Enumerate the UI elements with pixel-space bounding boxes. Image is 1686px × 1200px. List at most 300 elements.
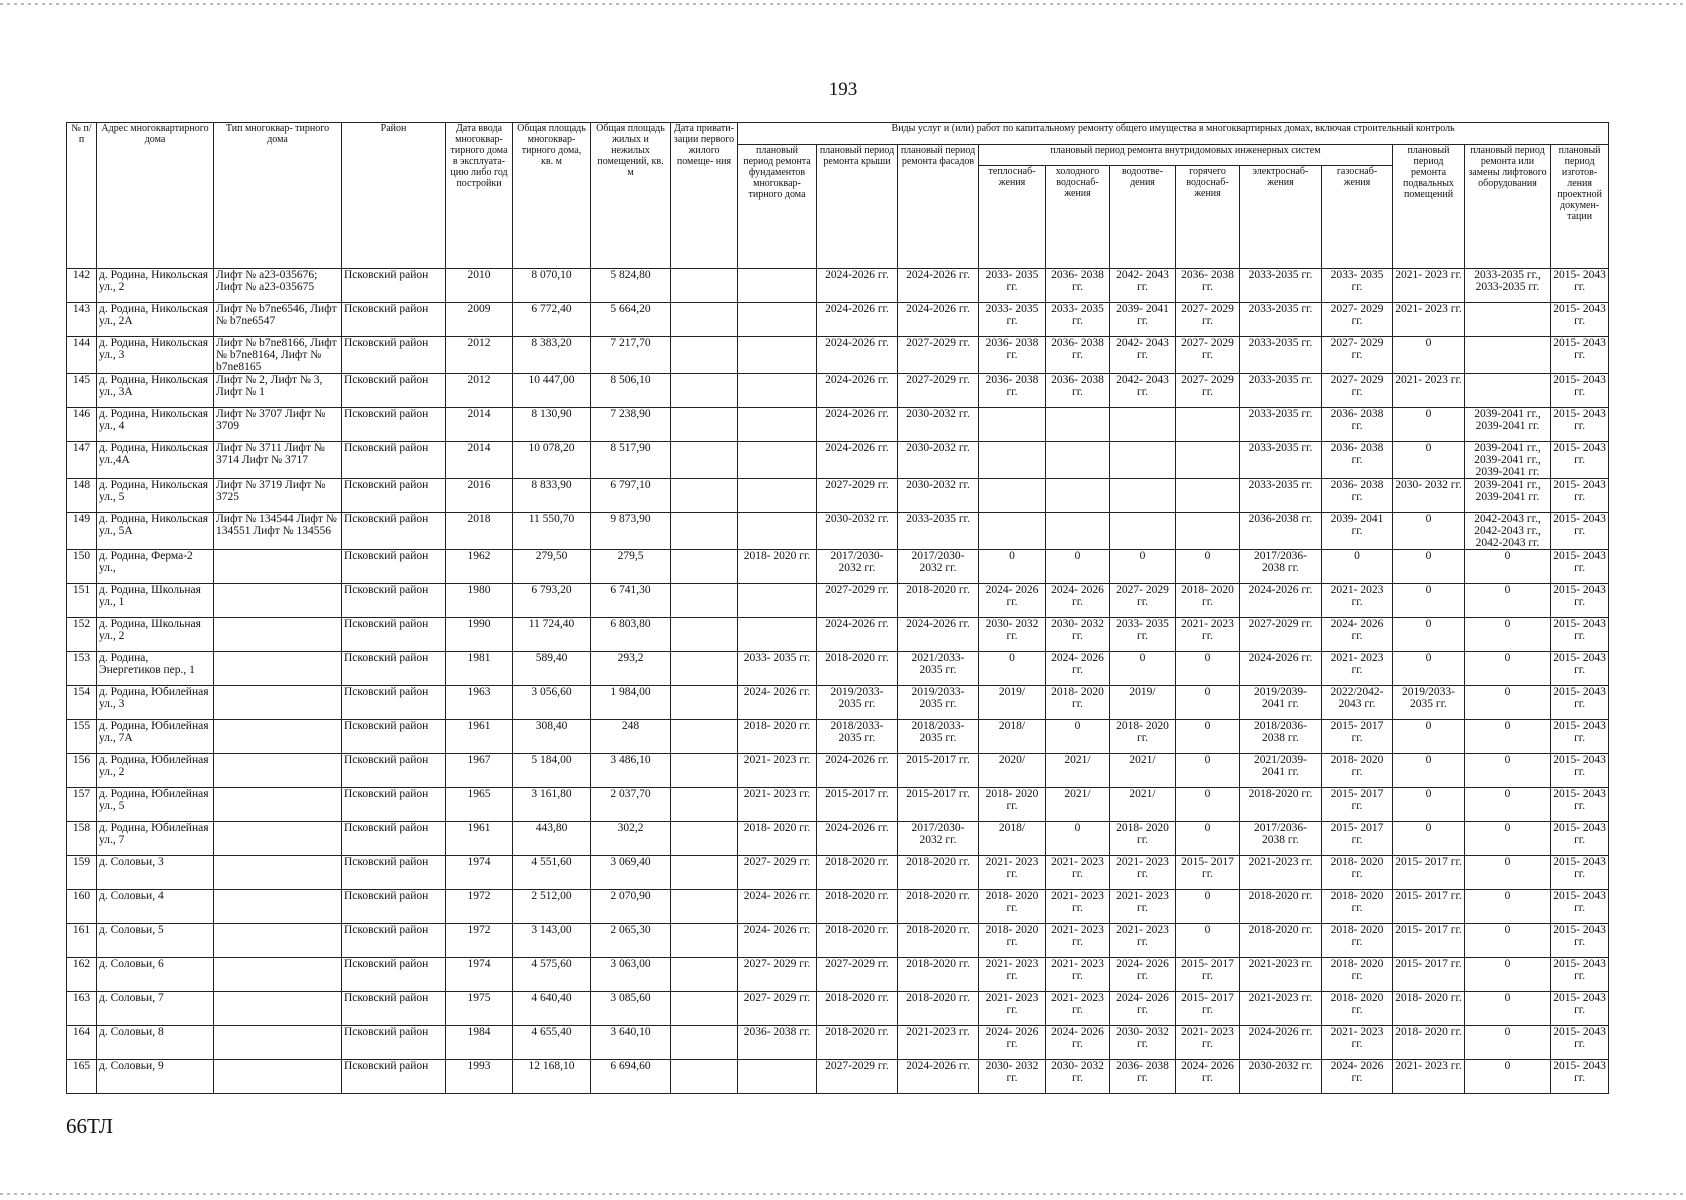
total-area-cell: 4 575,60 xyxy=(513,958,591,992)
heat-cell: 2020/ xyxy=(979,754,1046,788)
privatization-cell xyxy=(671,1060,738,1094)
electric-cell: 2024-2026 гг. xyxy=(1240,584,1322,618)
hot-water-cell: 0 xyxy=(1176,890,1240,924)
cold-water-cell: 2036- 2038 гг. xyxy=(1046,269,1110,303)
hot-water-cell: 2024- 2026 гг. xyxy=(1176,1060,1240,1094)
elevator-cell: 2039-2041 гг., 2039-2041 гг., 2039-2041 гг. xyxy=(1465,442,1551,479)
table-row xyxy=(67,788,1609,822)
row-number: 151 xyxy=(67,584,97,618)
row-number: 156 xyxy=(67,754,97,788)
table-row xyxy=(67,686,1609,720)
living-area-cell: 3 085,60 xyxy=(591,992,671,1026)
year-cell: 1980 xyxy=(446,584,513,618)
facade-cell: 2018/2033- 2035 гг. xyxy=(898,720,979,754)
col-year-header: Дата ввода многоквар- тирного дома в эксплуата- цию либо год постройки xyxy=(446,123,513,269)
roof-cell: 2018-2020 гг. xyxy=(817,924,898,958)
table-body xyxy=(67,269,1609,1094)
elevator-cell: 0 xyxy=(1465,890,1551,924)
drainage-cell: 2042- 2043 гг. xyxy=(1110,374,1176,408)
district-cell: Псковский район xyxy=(342,269,446,303)
address-cell: д. Родина, Никольская ул., 4 xyxy=(97,408,214,442)
privatization-cell xyxy=(671,479,738,513)
basement-cell: 0 xyxy=(1393,584,1465,618)
total-area-cell: 589,40 xyxy=(513,652,591,686)
gas-cell: 2027- 2029 гг. xyxy=(1322,374,1393,408)
page-number: 193 xyxy=(828,79,858,100)
heat-cell: 2018- 2020 гг. xyxy=(979,924,1046,958)
table-row xyxy=(67,374,1609,408)
type-cell: Лифт № 134544 Лифт № 134551 Лифт № 134556 xyxy=(214,513,342,550)
year-cell: 2018 xyxy=(446,513,513,550)
electric-cell: 2024-2026 гг. xyxy=(1240,652,1322,686)
col-roof-header: плановый период ремонта крыши xyxy=(817,145,898,269)
heat-cell xyxy=(979,513,1046,550)
elevator-cell: 0 xyxy=(1465,1026,1551,1060)
roof-cell: 2030-2032 гг. xyxy=(817,513,898,550)
type-cell xyxy=(214,1060,342,1094)
scan-artifact-bottom xyxy=(0,1193,1686,1195)
total-area-cell: 8 130,90 xyxy=(513,408,591,442)
cold-water-cell xyxy=(1046,408,1110,442)
foundation-cell: 2024- 2026 гг. xyxy=(738,924,817,958)
roof-cell: 2019/2033- 2035 гг. xyxy=(817,686,898,720)
hot-water-cell: 0 xyxy=(1176,924,1240,958)
design-cell: 2015- 2043 гг. xyxy=(1551,788,1609,822)
foundation-cell: 2027- 2029 гг. xyxy=(738,992,817,1026)
col-drainage-header: водоотве- дения xyxy=(1110,166,1176,269)
living-area-cell: 2 065,30 xyxy=(591,924,671,958)
row-number: 145 xyxy=(67,374,97,408)
privatization-cell xyxy=(671,550,738,584)
col-elevator-header: плановый период ремонта или замены лифтового оборудования xyxy=(1465,145,1551,269)
year-cell: 1962 xyxy=(446,550,513,584)
col-privatization-header: Дата привати- зации первого жилого помеще- ния xyxy=(671,123,738,269)
heat-cell: 2021- 2023 гг. xyxy=(979,856,1046,890)
privatization-cell xyxy=(671,686,738,720)
privatization-cell xyxy=(671,992,738,1026)
year-cell: 1972 xyxy=(446,924,513,958)
heat-cell: 2018- 2020 гг. xyxy=(979,890,1046,924)
living-area-cell: 6 694,60 xyxy=(591,1060,671,1094)
col-design-header: плановый период изготов- ления проектной докумен- тации xyxy=(1551,145,1609,269)
cold-water-cell xyxy=(1046,442,1110,479)
cold-water-cell: 2021/ xyxy=(1046,754,1110,788)
facade-cell: 2018-2020 гг. xyxy=(898,958,979,992)
cold-water-cell xyxy=(1046,513,1110,550)
type-cell xyxy=(214,584,342,618)
year-cell: 1963 xyxy=(446,686,513,720)
basement-cell: 0 xyxy=(1393,754,1465,788)
heat-cell xyxy=(979,408,1046,442)
foundation-cell: 2024- 2026 гг. xyxy=(738,686,817,720)
heat-cell: 2018/ xyxy=(979,822,1046,856)
facade-cell: 2015-2017 гг. xyxy=(898,788,979,822)
basement-cell: 0 xyxy=(1393,408,1465,442)
year-cell: 1974 xyxy=(446,856,513,890)
district-cell: Псковский район xyxy=(342,337,446,374)
type-cell xyxy=(214,618,342,652)
cold-water-cell: 2024- 2026 гг. xyxy=(1046,652,1110,686)
heat-cell: 2024- 2026 гг. xyxy=(979,1026,1046,1060)
table-row xyxy=(67,408,1609,442)
roof-cell: 2027-2029 гг. xyxy=(817,479,898,513)
drainage-cell: 2019/ xyxy=(1110,686,1176,720)
basement-cell: 2021- 2023 гг. xyxy=(1393,1060,1465,1094)
col-heat-header: теплоснаб- жения xyxy=(979,166,1046,269)
facade-cell: 2024-2026 гг. xyxy=(898,269,979,303)
district-cell: Псковский район xyxy=(342,788,446,822)
type-cell xyxy=(214,958,342,992)
type-cell xyxy=(214,992,342,1026)
electric-cell: 2018-2020 гг. xyxy=(1240,788,1322,822)
cold-water-cell: 2021- 2023 гг. xyxy=(1046,924,1110,958)
row-number: 160 xyxy=(67,890,97,924)
year-cell: 2014 xyxy=(446,442,513,479)
row-number: 157 xyxy=(67,788,97,822)
type-cell xyxy=(214,754,342,788)
total-area-cell: 8 833,90 xyxy=(513,479,591,513)
hot-water-cell: 2015- 2017 гг. xyxy=(1176,958,1240,992)
drainage-cell xyxy=(1110,442,1176,479)
gas-cell: 2039- 2041 гг. xyxy=(1322,513,1393,550)
cold-water-cell: 2024- 2026 гг. xyxy=(1046,1026,1110,1060)
table-row xyxy=(67,269,1609,303)
cold-water-cell: 2036- 2038 гг. xyxy=(1046,337,1110,374)
gas-cell: 2024- 2026 гг. xyxy=(1322,1060,1393,1094)
basement-cell: 0 xyxy=(1393,513,1465,550)
hot-water-cell: 0 xyxy=(1176,754,1240,788)
district-cell: Псковский район xyxy=(342,822,446,856)
table-header xyxy=(67,123,1609,269)
electric-cell: 2033-2035 гг. xyxy=(1240,303,1322,337)
heat-cell: 2018/ xyxy=(979,720,1046,754)
total-area-cell: 11 724,40 xyxy=(513,618,591,652)
total-area-cell: 6 772,40 xyxy=(513,303,591,337)
type-cell: Лифт № 3707 Лифт № 3709 xyxy=(214,408,342,442)
cold-water-cell: 0 xyxy=(1046,720,1110,754)
gas-cell: 2033- 2035 гг. xyxy=(1322,269,1393,303)
district-cell: Псковский район xyxy=(342,992,446,1026)
table-row xyxy=(67,856,1609,890)
row-number: 147 xyxy=(67,442,97,479)
table-row xyxy=(67,1026,1609,1060)
design-cell: 2015- 2043 гг. xyxy=(1551,890,1609,924)
hot-water-cell xyxy=(1176,408,1240,442)
living-area-cell: 3 486,10 xyxy=(591,754,671,788)
gas-cell: 2027- 2029 гг. xyxy=(1322,337,1393,374)
col-hot-water-header: горячего водоснаб- жения xyxy=(1176,166,1240,269)
address-cell: д. Родина, Школьная ул., 2 xyxy=(97,618,214,652)
elevator-cell: 0 xyxy=(1465,720,1551,754)
table-row xyxy=(67,720,1609,754)
design-cell: 2015- 2043 гг. xyxy=(1551,1060,1609,1094)
elevator-cell xyxy=(1465,303,1551,337)
type-cell: Лифт № а23-035676; Лифт № а23-035675 xyxy=(214,269,342,303)
elevator-cell: 0 xyxy=(1465,856,1551,890)
address-cell: д. Родина, Энергетиков пер., 1 xyxy=(97,652,214,686)
total-area-cell: 4 640,40 xyxy=(513,992,591,1026)
type-cell xyxy=(214,652,342,686)
drainage-cell: 0 xyxy=(1110,652,1176,686)
facade-cell: 2024-2026 гг. xyxy=(898,303,979,337)
electric-cell: 2027-2029 гг. xyxy=(1240,618,1322,652)
type-cell xyxy=(214,686,342,720)
electric-cell: 2017/2036- 2038 гг. xyxy=(1240,822,1322,856)
roof-cell: 2024-2026 гг. xyxy=(817,374,898,408)
electric-cell: 2024-2026 гг. xyxy=(1240,1026,1322,1060)
cold-water-cell: 2021- 2023 гг. xyxy=(1046,958,1110,992)
heat-cell: 0 xyxy=(979,550,1046,584)
year-cell: 1972 xyxy=(446,890,513,924)
total-area-cell: 4 551,60 xyxy=(513,856,591,890)
total-area-cell: 6 793,20 xyxy=(513,584,591,618)
row-number: 144 xyxy=(67,337,97,374)
design-cell: 2015- 2043 гг. xyxy=(1551,652,1609,686)
elevator-cell: 0 xyxy=(1465,822,1551,856)
drainage-cell: 2042- 2043 гг. xyxy=(1110,269,1176,303)
electric-cell: 2021-2023 гг. xyxy=(1240,856,1322,890)
total-area-cell: 3 143,00 xyxy=(513,924,591,958)
table-row xyxy=(67,513,1609,550)
address-cell: д. Родина, Никольская ул., 3А xyxy=(97,374,214,408)
design-cell: 2015- 2043 гг. xyxy=(1551,754,1609,788)
foundation-cell: 2018- 2020 гг. xyxy=(738,550,817,584)
gas-cell: 0 xyxy=(1322,550,1393,584)
drainage-cell: 2021- 2023 гг. xyxy=(1110,924,1176,958)
elevator-cell: 2039-2041 гг., 2039-2041 гг. xyxy=(1465,479,1551,513)
living-area-cell: 9 873,90 xyxy=(591,513,671,550)
hot-water-cell: 0 xyxy=(1176,720,1240,754)
design-cell: 2015- 2043 гг. xyxy=(1551,269,1609,303)
foundation-cell xyxy=(738,303,817,337)
district-cell: Псковский район xyxy=(342,479,446,513)
drainage-cell xyxy=(1110,479,1176,513)
basement-cell: 0 xyxy=(1393,550,1465,584)
type-cell xyxy=(214,550,342,584)
foundation-cell xyxy=(738,584,817,618)
basement-cell: 2030- 2032 гг. xyxy=(1393,479,1465,513)
drainage-cell: 0 xyxy=(1110,550,1176,584)
gas-cell: 2018- 2020 гг. xyxy=(1322,924,1393,958)
electric-cell: 2021-2023 гг. xyxy=(1240,992,1322,1026)
district-cell: Псковский район xyxy=(342,550,446,584)
district-cell: Псковский район xyxy=(342,442,446,479)
electric-cell: 2021/2039- 2041 гг. xyxy=(1240,754,1322,788)
heat-cell xyxy=(979,442,1046,479)
basement-cell: 0 xyxy=(1393,442,1465,479)
roof-cell: 2024-2026 гг. xyxy=(817,822,898,856)
hot-water-cell: 2027- 2029 гг. xyxy=(1176,303,1240,337)
table-row xyxy=(67,890,1609,924)
privatization-cell xyxy=(671,618,738,652)
design-cell: 2015- 2043 гг. xyxy=(1551,924,1609,958)
table-row xyxy=(67,337,1609,374)
hot-water-cell: 0 xyxy=(1176,550,1240,584)
type-cell xyxy=(214,822,342,856)
heat-cell: 2021- 2023 гг. xyxy=(979,958,1046,992)
basement-cell: 2015- 2017 гг. xyxy=(1393,890,1465,924)
district-cell: Псковский район xyxy=(342,303,446,337)
hot-water-cell: 2018- 2020 гг. xyxy=(1176,584,1240,618)
living-area-cell: 8 506,10 xyxy=(591,374,671,408)
hot-water-cell: 2015- 2017 гг. xyxy=(1176,856,1240,890)
heat-cell: 2033- 2035 гг. xyxy=(979,303,1046,337)
elevator-cell: 0 xyxy=(1465,618,1551,652)
table-row xyxy=(67,479,1609,513)
type-cell: Лифт № b7ne8166, Лифт № b7ne8164, Лифт № b7ne8165 xyxy=(214,337,342,374)
privatization-cell xyxy=(671,303,738,337)
privatization-cell xyxy=(671,584,738,618)
basement-cell: 2018- 2020 гг. xyxy=(1393,1026,1465,1060)
year-cell: 1993 xyxy=(446,1060,513,1094)
living-area-cell: 5 664,20 xyxy=(591,303,671,337)
total-area-cell: 10 078,20 xyxy=(513,442,591,479)
address-cell: д. Соловьи, 9 xyxy=(97,1060,214,1094)
hot-water-cell: 0 xyxy=(1176,788,1240,822)
facade-cell: 2018-2020 гг. xyxy=(898,924,979,958)
basement-cell: 2015- 2017 гг. xyxy=(1393,856,1465,890)
heat-cell xyxy=(979,479,1046,513)
year-cell: 1967 xyxy=(446,754,513,788)
basement-cell: 0 xyxy=(1393,652,1465,686)
privatization-cell xyxy=(671,958,738,992)
foundation-cell xyxy=(738,408,817,442)
total-area-cell: 10 447,00 xyxy=(513,374,591,408)
facade-cell: 2015-2017 гг. xyxy=(898,754,979,788)
living-area-cell: 8 517,90 xyxy=(591,442,671,479)
year-cell: 1984 xyxy=(446,1026,513,1060)
electric-cell: 2033-2035 гг. xyxy=(1240,337,1322,374)
foundation-cell: 2033- 2035 гг. xyxy=(738,652,817,686)
year-cell: 2010 xyxy=(446,269,513,303)
gas-cell: 2018- 2020 гг. xyxy=(1322,992,1393,1026)
table-row xyxy=(67,754,1609,788)
gas-cell: 2018- 2020 гг. xyxy=(1322,856,1393,890)
elevator-cell: 2042-2043 гг., 2042-2043 гг., 2042-2043 гг. xyxy=(1465,513,1551,550)
design-cell: 2015- 2043 гг. xyxy=(1551,408,1609,442)
year-cell: 1990 xyxy=(446,618,513,652)
basement-cell: 2021- 2023 гг. xyxy=(1393,303,1465,337)
district-cell: Псковский район xyxy=(342,584,446,618)
row-number: 150 xyxy=(67,550,97,584)
gas-cell: 2015- 2017 гг. xyxy=(1322,788,1393,822)
col-basement-header: плановый период ремонта подвальных помещений xyxy=(1393,145,1465,269)
living-area-cell: 6 797,10 xyxy=(591,479,671,513)
footer-mark: 66ТЛ xyxy=(66,1114,114,1138)
cold-water-cell: 2024- 2026 гг. xyxy=(1046,584,1110,618)
privatization-cell xyxy=(671,788,738,822)
roof-cell: 2017/2030- 2032 гг. xyxy=(817,550,898,584)
gas-cell: 2022/2042- 2043 гг. xyxy=(1322,686,1393,720)
roof-cell: 2027-2029 гг. xyxy=(817,958,898,992)
roof-cell: 2024-2026 гг. xyxy=(817,618,898,652)
electric-cell: 2021-2023 гг. xyxy=(1240,958,1322,992)
type-cell xyxy=(214,720,342,754)
gas-cell: 2015- 2017 гг. xyxy=(1322,720,1393,754)
type-cell: Лифт № 3719 Лифт № 3725 xyxy=(214,479,342,513)
facade-cell: 2030-2032 гг. xyxy=(898,479,979,513)
facade-cell: 2018-2020 гг. xyxy=(898,992,979,1026)
facade-cell: 2017/2030- 2032 гг. xyxy=(898,550,979,584)
facade-cell: 2030-2032 гг. xyxy=(898,442,979,479)
electric-cell: 2019/2039- 2041 гг. xyxy=(1240,686,1322,720)
privatization-cell xyxy=(671,652,738,686)
table-row xyxy=(67,822,1609,856)
heat-cell: 2018- 2020 гг. xyxy=(979,788,1046,822)
address-cell: д. Родина, Никольская ул., 2А xyxy=(97,303,214,337)
total-area-cell: 443,80 xyxy=(513,822,591,856)
total-area-cell: 5 184,00 xyxy=(513,754,591,788)
roof-cell: 2015-2017 гг. xyxy=(817,788,898,822)
privatization-cell xyxy=(671,337,738,374)
address-cell: д. Соловьи, 7 xyxy=(97,992,214,1026)
address-cell: д. Родина, Ферма-2 ул., xyxy=(97,550,214,584)
total-area-cell: 279,50 xyxy=(513,550,591,584)
living-area-cell: 6 803,80 xyxy=(591,618,671,652)
col-foundation-header: плановый период ремонта фундаментов многоквар- тирного дома xyxy=(738,145,817,269)
address-cell: д. Соловьи, 5 xyxy=(97,924,214,958)
district-cell: Псковский район xyxy=(342,652,446,686)
address-cell: д. Родина, Юбилейная ул., 5 xyxy=(97,788,214,822)
district-cell: Псковский район xyxy=(342,856,446,890)
roof-cell: 2018-2020 гг. xyxy=(817,992,898,1026)
cold-water-cell: 2018- 2020 гг. xyxy=(1046,686,1110,720)
privatization-cell xyxy=(671,269,738,303)
address-cell: д. Родина, Никольская ул., 5 xyxy=(97,479,214,513)
table-row xyxy=(67,1060,1609,1094)
address-cell: д. Родина, Никольская ул.,4А xyxy=(97,442,214,479)
foundation-cell xyxy=(738,479,817,513)
basement-cell: 0 xyxy=(1393,720,1465,754)
electric-cell: 2036-2038 гг. xyxy=(1240,513,1322,550)
privatization-cell xyxy=(671,374,738,408)
total-area-cell: 8 383,20 xyxy=(513,337,591,374)
electric-cell: 2018-2020 гг. xyxy=(1240,924,1322,958)
living-area-cell: 3 069,40 xyxy=(591,856,671,890)
row-number: 159 xyxy=(67,856,97,890)
gas-cell: 2018- 2020 гг. xyxy=(1322,890,1393,924)
design-cell: 2015- 2043 гг. xyxy=(1551,513,1609,550)
gas-cell: 2021- 2023 гг. xyxy=(1322,1026,1393,1060)
privatization-cell xyxy=(671,1026,738,1060)
living-area-cell: 2 070,90 xyxy=(591,890,671,924)
foundation-cell: 2021- 2023 гг. xyxy=(738,754,817,788)
table-row xyxy=(67,303,1609,337)
type-cell xyxy=(214,1026,342,1060)
col-num-header: № п/п xyxy=(67,123,97,269)
capital-repair-table xyxy=(66,122,1609,1094)
table-row xyxy=(67,442,1609,479)
gas-cell: 2024- 2026 гг. xyxy=(1322,618,1393,652)
drainage-cell: 2024- 2026 гг. xyxy=(1110,992,1176,1026)
elevator-cell: 0 xyxy=(1465,686,1551,720)
type-cell xyxy=(214,788,342,822)
row-number: 164 xyxy=(67,1026,97,1060)
type-cell xyxy=(214,924,342,958)
design-cell: 2015- 2043 гг. xyxy=(1551,584,1609,618)
facade-cell: 2033-2035 гг. xyxy=(898,513,979,550)
drainage-cell xyxy=(1110,513,1176,550)
scan-artifact-top xyxy=(0,3,1686,5)
living-area-cell: 7 238,90 xyxy=(591,408,671,442)
row-number: 143 xyxy=(67,303,97,337)
design-cell: 2015- 2043 гг. xyxy=(1551,550,1609,584)
address-cell: д. Родина, Юбилейная ул., 7 xyxy=(97,822,214,856)
hot-water-cell xyxy=(1176,479,1240,513)
foundation-cell: 2021- 2023 гг. xyxy=(738,788,817,822)
year-cell: 1975 xyxy=(446,992,513,1026)
col-cold-water-header: холодного водоснаб- жения xyxy=(1046,166,1110,269)
